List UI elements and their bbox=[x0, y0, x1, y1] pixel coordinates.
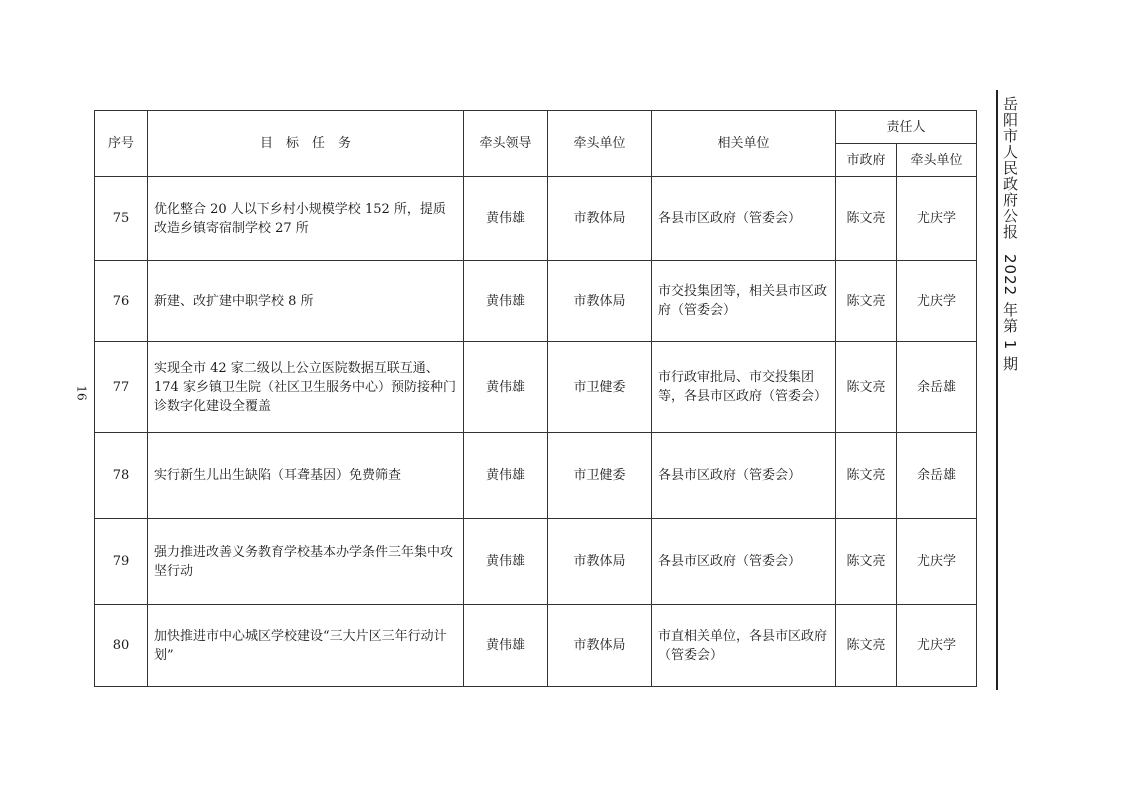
cell-lead-leader: 黄伟雄 bbox=[464, 605, 548, 687]
header-responsible: 责任人 bbox=[836, 111, 977, 144]
cell-related-units: 市直相关单位，各县市区政府（管委会） bbox=[652, 605, 836, 687]
cell-related-units: 各县市区政府（管委会） bbox=[652, 433, 836, 519]
cell-task: 强力推进改善义务教育学校基本办学条件三年集中攻坚行动 bbox=[148, 519, 464, 605]
table-header-row bbox=[95, 111, 977, 144]
cell-related-units: 各县市区政府（管委会） bbox=[652, 177, 836, 261]
cell-lead-leader: 黄伟雄 bbox=[464, 261, 548, 342]
cell-task: 优化整合 20 人以下乡村小规模学校 152 所，提质改造乡镇寄宿制学校 27 所 bbox=[148, 177, 464, 261]
issue-label: 2022 年第 1 期 bbox=[1001, 254, 1019, 373]
cell-responsible-gov: 陈文亮 bbox=[836, 342, 897, 433]
cell-lead-leader: 黄伟雄 bbox=[464, 519, 548, 605]
cell-lead-leader: 黄伟雄 bbox=[464, 433, 548, 519]
table-row bbox=[95, 342, 977, 433]
cell-index: 78 bbox=[95, 433, 148, 519]
cell-responsible-unit: 余岳雄 bbox=[897, 342, 977, 433]
cell-responsible-gov: 陈文亮 bbox=[836, 433, 897, 519]
table-row bbox=[95, 433, 977, 519]
cell-responsible-unit: 尤庆学 bbox=[897, 519, 977, 605]
cell-related-units: 市行政审批局、市交投集团等，各县市区政府（管委会） bbox=[652, 342, 836, 433]
cell-responsible-unit: 尤庆学 bbox=[897, 261, 977, 342]
cell-lead-unit: 市卫健委 bbox=[548, 342, 652, 433]
cell-lead-unit: 市教体局 bbox=[548, 261, 652, 342]
cell-responsible-gov: 陈文亮 bbox=[836, 177, 897, 261]
cell-responsible-unit: 余岳雄 bbox=[897, 433, 977, 519]
cell-related-units: 各县市区政府（管委会） bbox=[652, 519, 836, 605]
page-number: 16 bbox=[74, 385, 89, 401]
cell-lead-unit: 市教体局 bbox=[548, 519, 652, 605]
header-lead-leader: 牵头领导 bbox=[464, 111, 548, 177]
cell-lead-unit: 市卫健委 bbox=[548, 433, 652, 519]
cell-index: 80 bbox=[95, 605, 148, 687]
cell-index: 77 bbox=[95, 342, 148, 433]
cell-lead-leader: 黄伟雄 bbox=[464, 177, 548, 261]
cell-index: 75 bbox=[95, 177, 148, 261]
cell-task: 实行新生儿出生缺陷（耳聋基因）免费筛查 bbox=[148, 433, 464, 519]
header-task: 目 标 任 务 bbox=[148, 111, 464, 177]
cell-task: 新建、改扩建中职学校 8 所 bbox=[148, 261, 464, 342]
header-related-units: 相关单位 bbox=[652, 111, 836, 177]
cell-index: 76 bbox=[95, 261, 148, 342]
table-row bbox=[95, 605, 977, 687]
publication-title: 岳阳市人民政府公报 bbox=[1001, 96, 1019, 240]
cell-lead-leader: 黄伟雄 bbox=[464, 342, 548, 433]
cell-task: 实现全市 42 家二级以上公立医院数据互联互通、174 家乡镇卫生院（社区卫生服务中心）预防接种门诊数字化建设全覆盖 bbox=[148, 342, 464, 433]
header-responsible-gov: 市政府 bbox=[836, 144, 897, 177]
cell-task: 加快推进市中心城区学校建设“三大片区三年行动计划” bbox=[148, 605, 464, 687]
task-table bbox=[94, 110, 977, 687]
cell-index: 79 bbox=[95, 519, 148, 605]
cell-responsible-gov: 陈文亮 bbox=[836, 261, 897, 342]
running-header bbox=[1000, 96, 1021, 372]
cell-related-units: 市交投集团等，相关县市区政府（管委会） bbox=[652, 261, 836, 342]
header-index: 序号 bbox=[95, 111, 148, 177]
table-row bbox=[95, 519, 977, 605]
table-row bbox=[95, 177, 977, 261]
cell-responsible-gov: 陈文亮 bbox=[836, 605, 897, 687]
cell-lead-unit: 市教体局 bbox=[548, 177, 652, 261]
table-row bbox=[95, 261, 977, 342]
cell-responsible-unit: 尤庆学 bbox=[897, 177, 977, 261]
header-rule bbox=[996, 90, 998, 690]
header-lead-unit: 牵头单位 bbox=[548, 111, 652, 177]
cell-responsible-unit: 尤庆学 bbox=[897, 605, 977, 687]
cell-responsible-gov: 陈文亮 bbox=[836, 519, 897, 605]
header-responsible-unit: 牵头单位 bbox=[897, 144, 977, 177]
cell-lead-unit: 市教体局 bbox=[548, 605, 652, 687]
